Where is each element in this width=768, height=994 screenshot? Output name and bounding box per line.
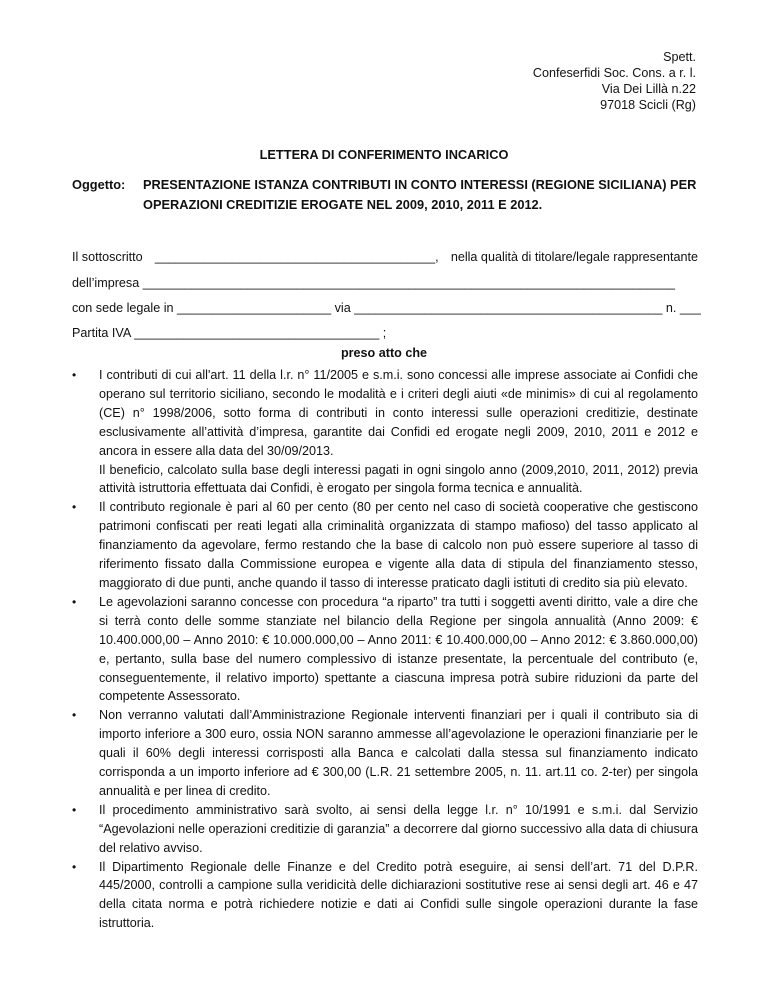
- list-item: [72, 801, 698, 858]
- recipient-address: [533, 49, 696, 113]
- list-item-text: Non verranno valutati dall’Amministrazione Regionale interventi finanziari per i quali il contributo sia di importo inferiore a 300 euro, ossia NON saranno ammesse all’agevolazione le operazioni finanziarie per le quali il 60% degli interessi corrisposti alla Banca e calcolati dalla stessa sul finanziamento indicato corrisponda a un importo inferiore ad € 300,00 (L.R. 21 settembre 2005, n. 11. art.11 co. 2-ter) per singola annualità e per linea di credito.: [99, 708, 698, 798]
- preso-atto-heading: preso atto che: [340, 346, 428, 360]
- list-item-text-extra: Il beneficio, calcolato sulla base degli interessi pagati in ogni singolo anno (2009,2010, 2011, 2012) previa attività istruttoria effettuata dai Confidi, è erogato per singola forma tecnica e annualità.: [99, 462, 698, 496]
- list-item: [72, 706, 698, 801]
- subject-label: Oggetto:: [72, 177, 126, 192]
- bullet-icon: •: [72, 708, 77, 723]
- bullet-icon: •: [72, 594, 77, 609]
- recipient-city: 97018 Scicli (Rg): [600, 98, 696, 112]
- label-qualita: nella qualità di titolare/legale rappresentante: [450, 250, 698, 264]
- blank-sottoscritto[interactable]: ________________________________________,: [154, 250, 439, 264]
- list-item: [72, 593, 698, 706]
- list-item: [72, 498, 698, 593]
- bullet-icon: •: [72, 859, 77, 874]
- list-item: [72, 858, 698, 934]
- label-sottoscritto: Il sottoscritto: [72, 250, 143, 264]
- field-row-partita-iva[interactable]: Partita IVA ___________________________________ ;: [72, 326, 387, 340]
- list-item-text: I contributi di cui all'art. 11 della l.r. n° 11/2005 e s.m.i. sono concessi alle imprese associate ai Confidi che operano sul territorio siciliano, secondo le modalità e i criteri degli aiuti «de minimis» di cui al regolamento (CE) n° 1998/2006, sotto forma di contributi in conto interessi sulle operazioni creditizie, destinate esclusivamente all’attività d’impresa, garantite dai Confidi ed erogate negli 2009, 2010, 2011 e 2012 e ancora in essere alla data del 30/09/2013.: [99, 368, 698, 458]
- subject-block: [72, 175, 702, 215]
- list-item-text: Il procedimento amministrativo sarà svolto, ai sensi della legge l.r. n° 10/1991 e s.m.i. dal Servizio “Agevolazioni nelle operazioni creditizie di garanzia” a decorrere dal giorno successivo alla data di chiusura del relativo avviso.: [99, 802, 698, 855]
- bullet-icon: •: [72, 802, 77, 817]
- field-row-sottoscritto: [72, 250, 698, 264]
- bullet-icon: •: [72, 500, 77, 515]
- list-item: [72, 366, 698, 498]
- list-item-text: Le agevolazioni saranno concesse con procedura “a riparto” tra tutti i soggetti aventi diritto, vale a dire che si terrà conto delle somme stanziate nel bilancio della Regione per singola annualità (Anno 2009: € 10.400.000,00 – Anno 2010: € 10.000.000,00 – Anno 2011: € 10.400.000,00 – Anno 2012: € 3.860.000,00) e, pertanto, sulla base del numero complessivo di istanze presentate, la percentuale del contributo (e, conseguentemente, il relativo importo) spettante a ciascuna impresa potrà subire riduzioni da parte del competente Assessorato.: [99, 594, 698, 704]
- bullet-icon: •: [72, 368, 77, 382]
- recipient-street: Via Dei Lillà n.22: [601, 82, 696, 96]
- subject-line-1: PRESENTAZIONE ISTANZA CONTRIBUTI IN CONTO INTERESSI (REGIONE SICILIANA) PER: [143, 177, 697, 192]
- subject-line-2: OPERAZIONI CREDITIZIE EROGATE NEL 2009, 2010, 2011 E 2012.: [143, 197, 543, 212]
- list-item-text: Il Dipartimento Regionale delle Finanze e del Credito potrà eseguire, ai sensi dell’art. 71 del D.P.R. 445/2000, controlli a campione sulla veridicità delle dichiarazioni sostitutive rese ai sensi degli art. 46 e 47 della citata norma e potrà richiedere notizie e dati ai Confidi sulle singole operazioni durante la fase istruttoria.: [99, 859, 698, 931]
- conditions-list: [72, 366, 698, 933]
- letter-title: LETTERA DI CONFERIMENTO INCARICO: [259, 147, 509, 162]
- recipient-salutation: Spett.: [663, 50, 696, 64]
- field-row-impresa[interactable]: dell’impresa ____________________________________________________________________________: [72, 276, 675, 290]
- field-row-sede[interactable]: con sede legale in ______________________ via ____________________________________________ n. ___: [72, 301, 701, 315]
- list-item-text: Il contributo regionale è pari al 60 per cento (80 per cento nel caso di società cooperative che gestiscono patrimoni confiscati per reati legati alla criminalità organizzata di stampo mafioso) del tasso applicato al finanziamento da agevolare, fermo restando che la base di calcolo non può essere superiore al tasso di riferimento fissato dalla Commissione europea e vigente alla data di stipula del finanziamento stesso, maggiorato di due punti, anche quando il tasso di interesse praticato dagli istituti di credito sia più elevato.: [99, 500, 698, 590]
- recipient-company: Confeserfidi Soc. Cons. a r. l.: [532, 66, 696, 80]
